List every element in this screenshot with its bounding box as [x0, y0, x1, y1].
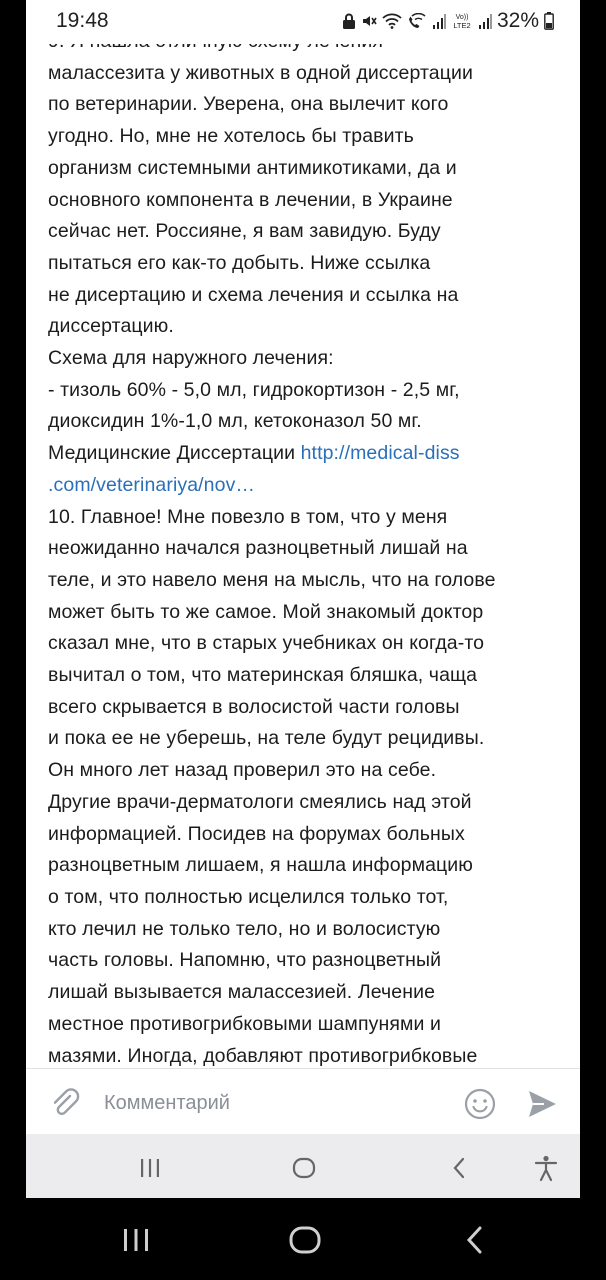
post-line: - тизоль 60% - 5,0 мл, гидрокортизон - 2,5 мг, [48, 378, 460, 401]
recent-apps-icon[interactable] [136, 1154, 164, 1182]
post-line: организм системными антимикотиками, да и [48, 156, 457, 179]
battery-icon [544, 12, 554, 30]
post-line: информацией. Посидев на форумах больных [48, 822, 465, 845]
app-navigation-bar [26, 1134, 580, 1198]
svg-text:Vo)): Vo)) [455, 14, 469, 21]
post-line: малассезита у животных в одной диссертации [48, 61, 473, 84]
post-line [48, 438, 563, 470]
post-line: пытаться его как-то добыть. Ниже ссылка [48, 251, 431, 274]
post-line: сказал мне, что в старых учебниках он когда-то [48, 632, 485, 655]
post-line: местное противогрибковыми шампунями и [48, 1012, 441, 1035]
post-line: Схема для наружного лечения: [48, 347, 334, 370]
signal-icon [432, 13, 446, 29]
post-line: Другие врачи-дерматологи смеялись над этой [48, 790, 472, 813]
wifi-calling-icon [407, 13, 427, 29]
post-content [26, 26, 580, 1068]
comment-bar [26, 1068, 580, 1135]
volte-icon [451, 12, 473, 30]
post-line: 10. Главное! Мне повезло в том, что у меня [48, 505, 448, 528]
accessibility-icon[interactable] [532, 1154, 560, 1182]
send-icon[interactable] [526, 1088, 558, 1120]
post-line: основного компонента в лечении, в Украине [48, 188, 453, 211]
post-line: сейчас нет. Россияне, я вам завидую. Буду [48, 220, 441, 243]
post-line: не дисертацию и схема лечения и ссылка на [48, 283, 459, 306]
post-line: часть головы. Напомню, что разноцветный [48, 949, 442, 972]
post-line: может быть то же самое. Мой знакомый доктор [48, 600, 484, 623]
post-line: диоксидин 1%-1,0 мл, кетоконазол 50 мг. [48, 410, 422, 433]
post-line: лишай вызывается малассезией. Лечение [48, 981, 436, 1004]
post-line: всего скрывается в волосистой части головы [48, 695, 460, 718]
mute-icon [361, 13, 377, 29]
system-navigation-bar [0, 1198, 606, 1280]
post-line: по ветеринарии. Уверена, она вылечит кого [48, 93, 449, 116]
post-line: вычитал о том, что материнская бляшка, чаща [48, 664, 478, 687]
paperclip-icon[interactable] [48, 1086, 82, 1120]
post-line: и пока ее не уберешь, на теле будут рецидивы. [48, 727, 485, 750]
comment-input[interactable] [104, 1087, 404, 1119]
post-line: о том, что полностью исцелился только тот, [48, 885, 449, 908]
post-line: разноцветным лишаем, я нашла информацию [48, 854, 474, 877]
app-screen [26, 0, 580, 1198]
post-line: теле, и это навело меня на мысль, что на голове [48, 568, 496, 591]
svg-text:LTE2: LTE2 [453, 21, 471, 30]
post-line: кто лечил не только тело, но и волосистую [48, 917, 441, 940]
wifi-icon [382, 13, 402, 29]
post-text [48, 26, 563, 1068]
home-icon[interactable] [287, 1222, 323, 1258]
post-line: мазями. Иногда, добавляют противогрибковые [48, 1044, 478, 1067]
post-line: неожиданно начался разноцветный лишай на [48, 537, 468, 560]
back-icon[interactable] [458, 1222, 494, 1258]
status-bar [26, 0, 580, 44]
link-prefix: Медицинские Диссертации [48, 442, 301, 465]
status-time: 19:48 [56, 9, 109, 32]
recent-apps-icon[interactable] [118, 1222, 154, 1258]
signal-icon [478, 13, 492, 29]
post-line: диссертацию. [48, 315, 174, 338]
status-icons [342, 8, 554, 34]
back-icon[interactable] [446, 1154, 474, 1182]
post-line: Он много лет назад проверил это на себе. [48, 759, 437, 782]
smiley-icon[interactable] [463, 1087, 497, 1121]
dissertation-link-continued[interactable]: .com/veterinariya/nov… [48, 473, 256, 496]
battery-percent: 32% [496, 9, 539, 32]
home-icon[interactable] [290, 1154, 318, 1182]
lock-icon [342, 13, 356, 29]
post-line: угодно. Но, мне не хотелось бы травить [48, 125, 414, 148]
dissertation-link[interactable]: http://medical-diss [300, 442, 460, 465]
